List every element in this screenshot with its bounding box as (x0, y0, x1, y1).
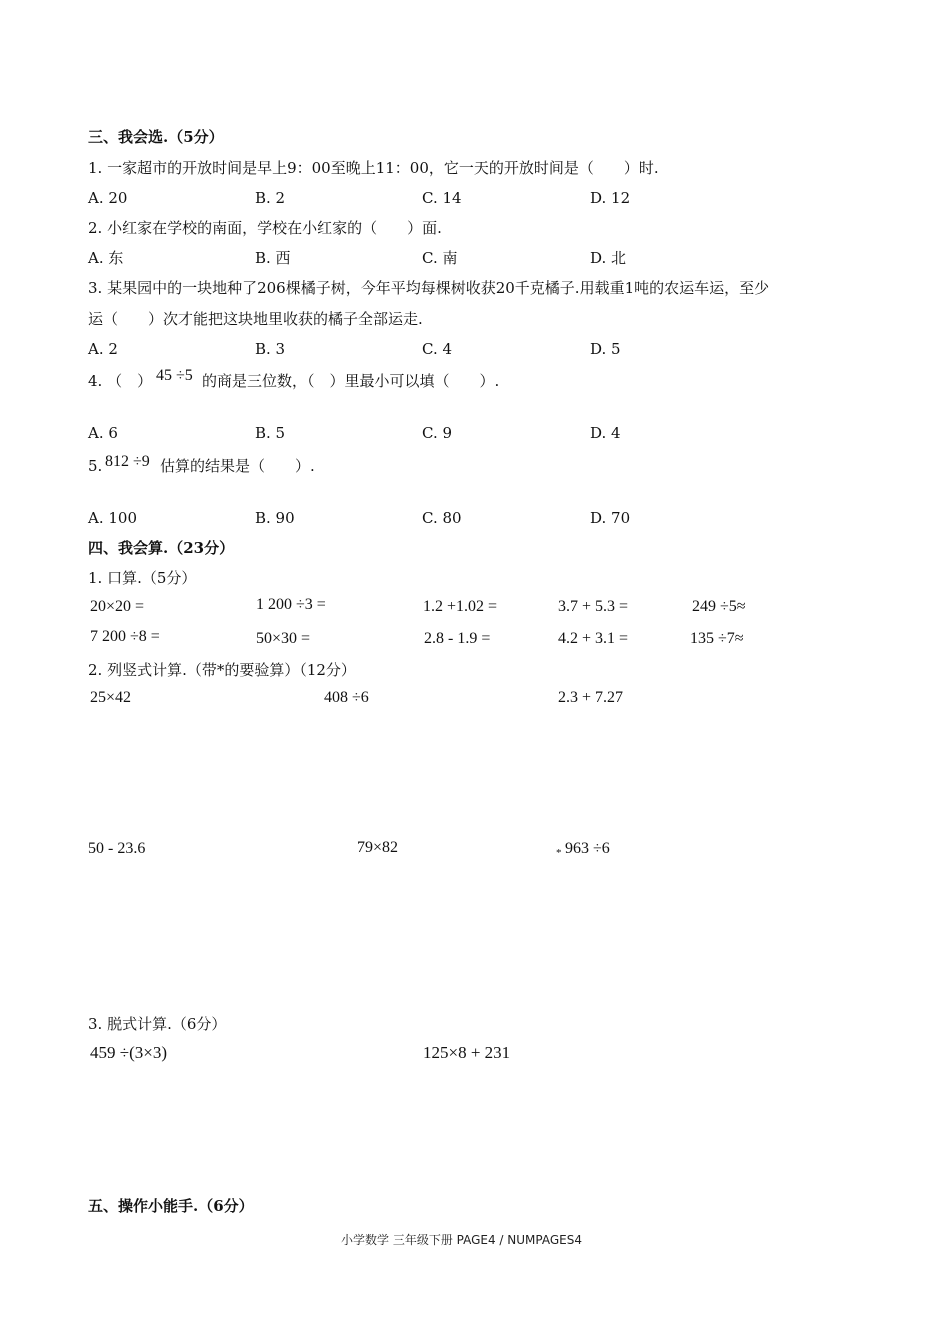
oral-calc-title: 1. 口算.（5分） (88, 569, 197, 587)
oral-calc-r2-c2: 50×30 = (256, 630, 311, 647)
oral-calc-r2-c4: 4.2 + 3.1 = (558, 630, 629, 647)
q5-option-b: B. 90 (255, 509, 295, 527)
oral-calc-r1-c2: 1 200 ÷3 = (256, 596, 326, 613)
q3-option-c: C. 4 (422, 340, 453, 358)
oral-calc-r2-c1: 7 200 ÷8 = (90, 628, 160, 645)
q3-option-d: D. 5 (590, 340, 621, 358)
q5-option-d: D. 70 (590, 509, 631, 527)
q4-option-d: D. 4 (590, 424, 621, 442)
question-5-expression: 812 ÷9 (105, 453, 150, 470)
step-calc-item-2: 125×8 + 231 (423, 1043, 511, 1062)
q3-option-a: A. 2 (88, 340, 118, 358)
question-5-prefix: 5. (88, 457, 103, 475)
page-footer: 小学数学 三年级下册 PAGE4 / NUMPAGES4 (341, 1233, 582, 1247)
q1-option-a: A. 20 (88, 189, 128, 207)
section-5-title: 五、操作小能手.（6分） (88, 1197, 254, 1215)
question-5-suffix: 估算的结果是（ ）. (160, 457, 315, 475)
vertical-calc-r2-c1: 50 - 23.6 (88, 840, 146, 857)
oral-calc-r1-c1: 20×20 = (90, 598, 145, 615)
section-4-title: 四、我会算.（23分） (88, 539, 235, 557)
question-1: 1. 一家超市的开放时间是早上9：00至晚上11：00，它一天的开放时间是（ ）时. (88, 159, 659, 177)
q4-option-c: C. 9 (422, 424, 453, 442)
question-4-suffix: 的商是三位数，（ ）里最小可以填（ ）. (202, 372, 500, 390)
q3-option-b: B. 3 (255, 340, 286, 358)
section-3-title: 三、我会选.（5分） (88, 128, 224, 146)
oral-calc-r1-c4: 3.7 + 5.3 = (558, 598, 629, 615)
q1-option-d: D. 12 (590, 189, 631, 207)
oral-calc-r2-c5: 135 ÷7≈ (690, 630, 744, 647)
oral-calc-r2-c3: 2.8 - 1.9 = (424, 630, 491, 647)
q5-option-a: A. 100 (88, 509, 137, 527)
vertical-calc-r1-c1: 25×42 (90, 689, 132, 706)
step-calc-item-1: 459 ÷(3×3) (90, 1043, 167, 1062)
vertical-calc-r1-c3: 2.3 + 7.27 (558, 689, 624, 706)
vertical-calc-r2-c3: 963 ÷6 (565, 840, 610, 857)
q2-option-d: D. 北 (590, 249, 627, 267)
q2-option-b: B. 西 (255, 249, 291, 267)
vertical-calc-title: 2. 列竖式计算.（带*的要验算）（12分） (88, 661, 356, 679)
verification-star: * (556, 847, 562, 859)
question-4-prefix: 4. （ ） (88, 372, 153, 390)
question-3-line-1: 3. 某果园中的一块地种了206棵橘子树，今年平均每棵树收获20千克橘子.用载重1吨的农运车运，至少 (88, 279, 770, 297)
question-4-expression: 45 ÷5 (156, 367, 193, 384)
vertical-calc-r1-c2: 408 ÷6 (324, 689, 369, 706)
oral-calc-r1-c3: 1.2 +1.02 = (423, 598, 498, 615)
q5-option-c: C. 80 (422, 509, 462, 527)
step-calc-title: 3. 脱式计算.（6分） (88, 1015, 227, 1033)
vertical-calc-r2-c2: 79×82 (357, 839, 399, 856)
oral-calc-r1-c5: 249 ÷5≈ (692, 598, 746, 615)
question-3-line-2: 运（ ）次才能把这块地里收获的橘子全部运走. (88, 310, 423, 328)
q4-option-b: B. 5 (255, 424, 286, 442)
question-2: 2. 小红家在学校的南面，学校在小红家的（ ）面. (88, 219, 442, 237)
q1-option-c: C. 14 (422, 189, 462, 207)
q2-option-a: A. 东 (88, 249, 124, 267)
q1-option-b: B. 2 (255, 189, 286, 207)
q4-option-a: A. 6 (88, 424, 118, 442)
q2-option-c: C. 南 (422, 249, 458, 267)
